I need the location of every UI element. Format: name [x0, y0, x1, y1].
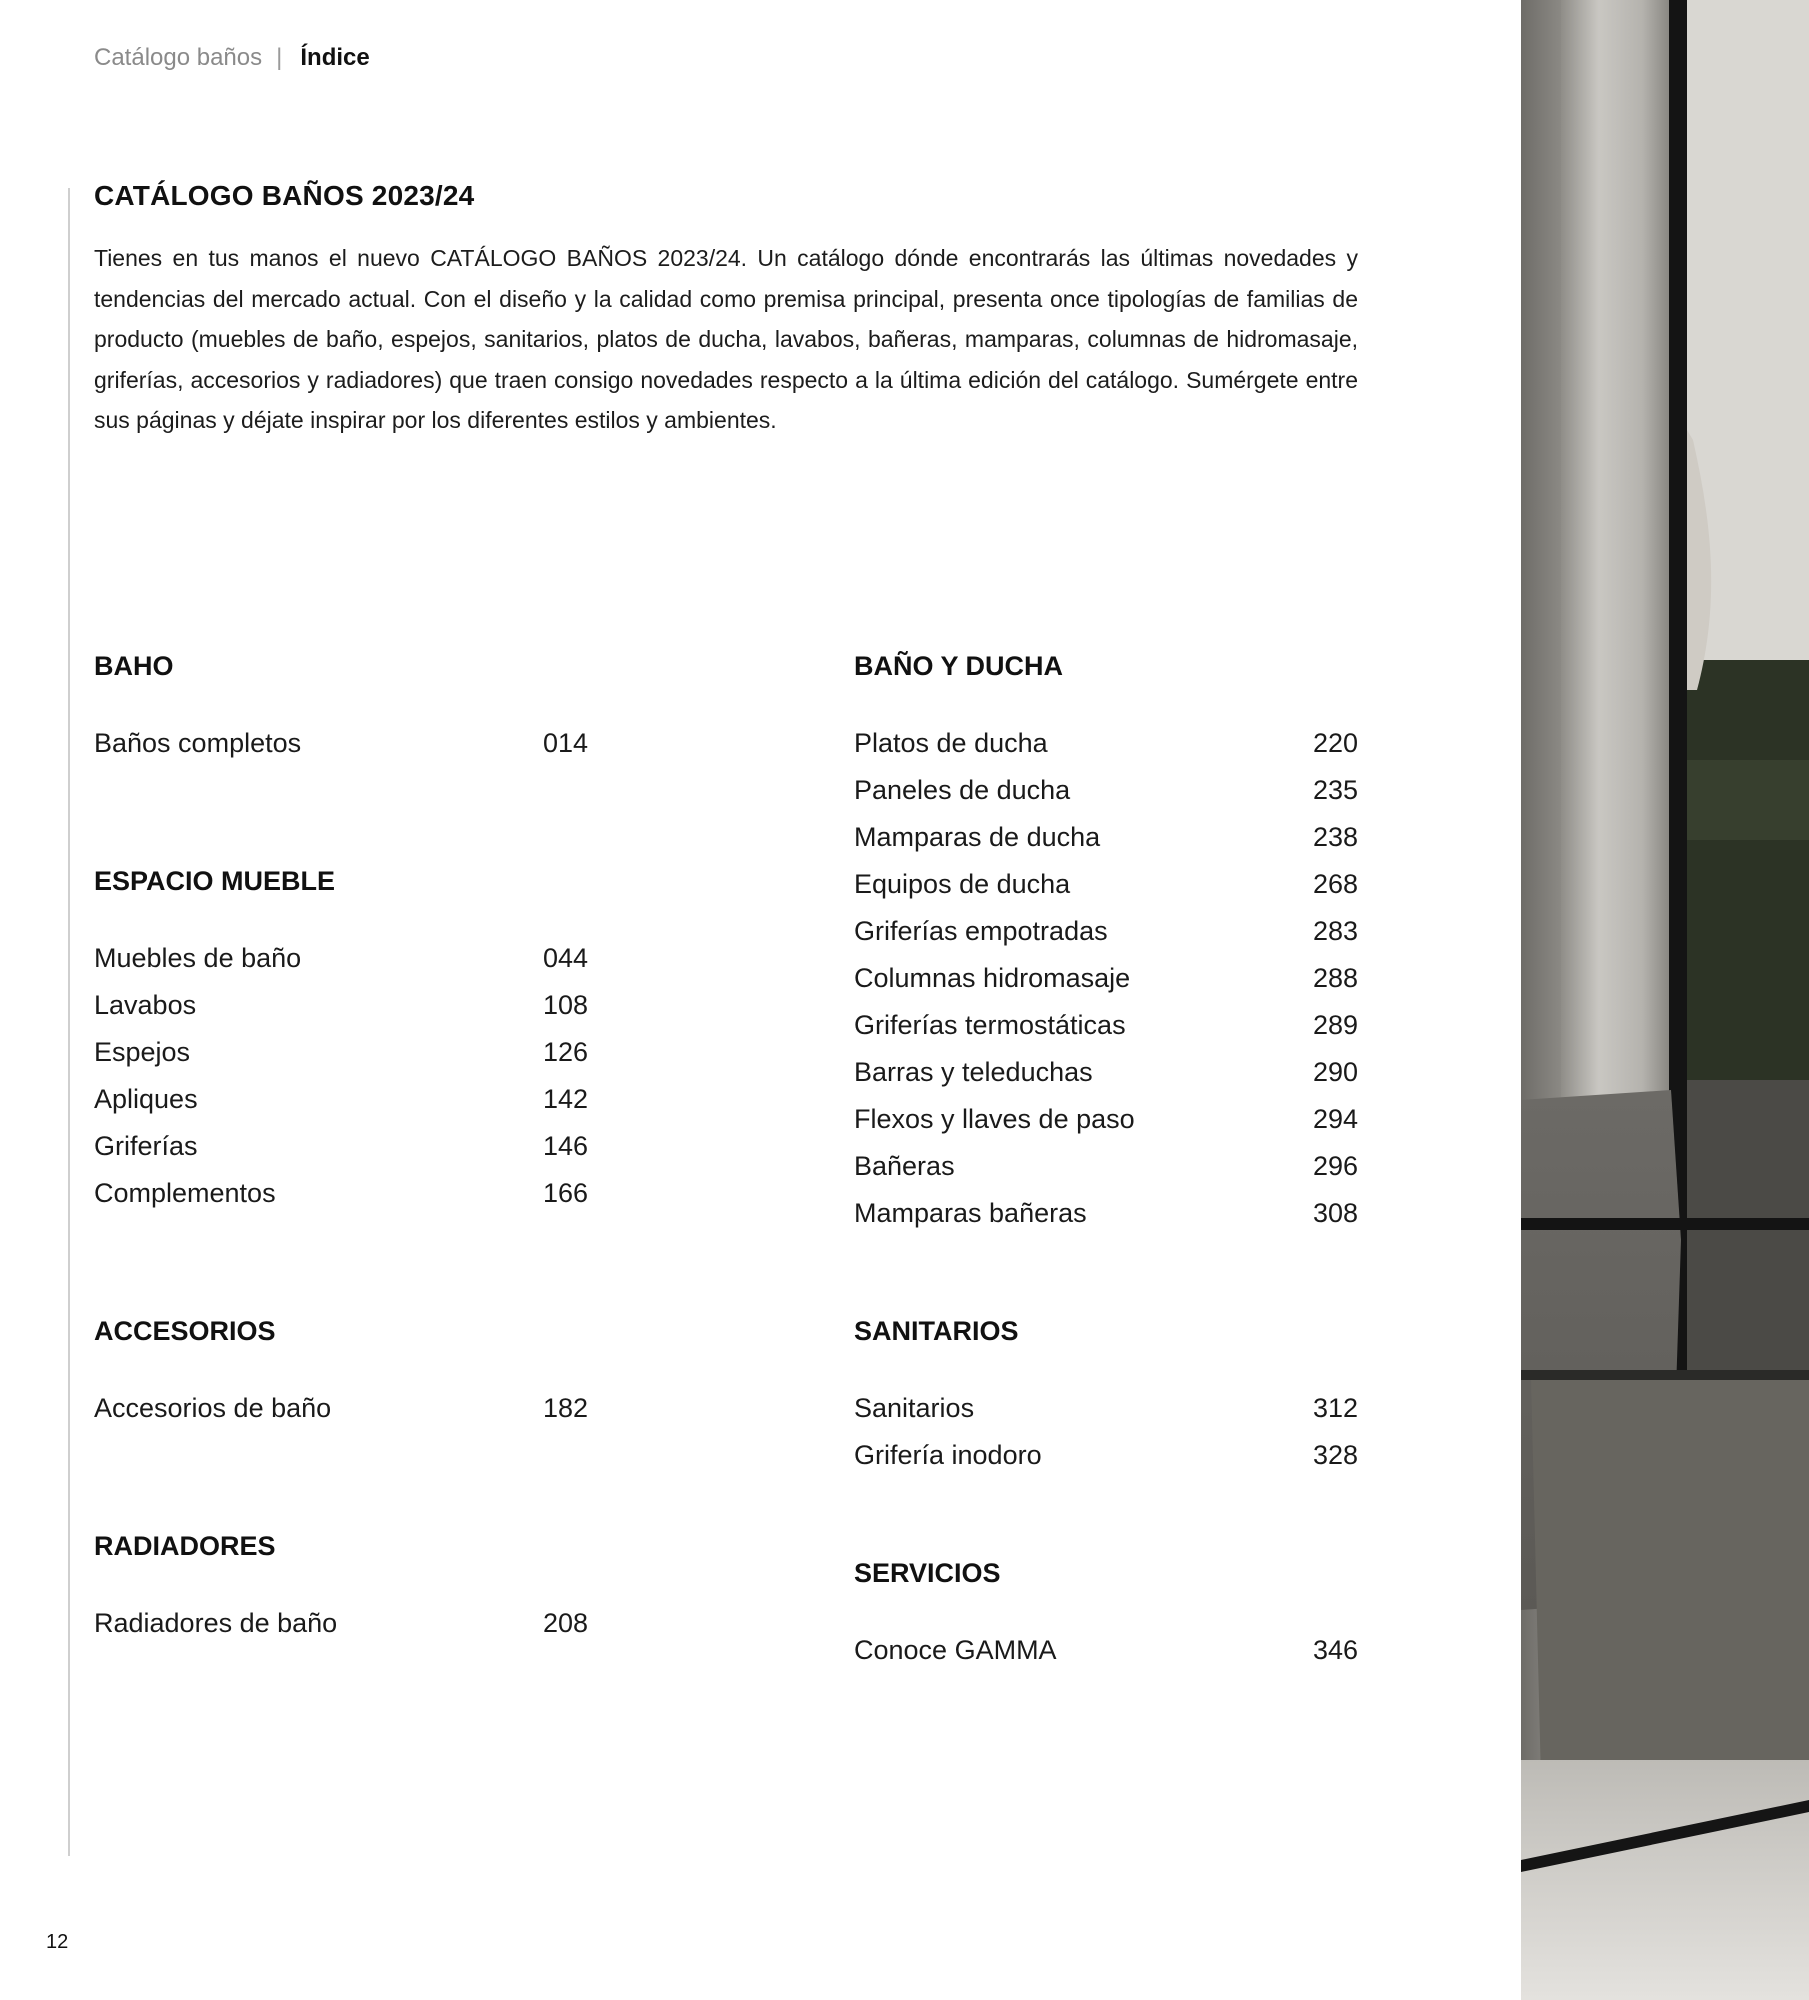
index-entry [854, 720, 1358, 767]
index-entry-page: 014 [542, 728, 588, 758]
index-entry-page: 283 [1312, 916, 1358, 946]
index-entry-label: Columnas hidromasaje [854, 963, 1131, 993]
index-section-radiadores [94, 1526, 588, 1647]
index-entry [94, 1076, 588, 1123]
breadcrumb-current: Índice [300, 44, 370, 71]
section-heading: RADIADORES [94, 1531, 276, 1561]
section-heading: BAÑO Y DUCHA [854, 651, 1064, 681]
index-entry-page: 290 [1312, 1057, 1358, 1087]
page-number: 12 [46, 1931, 69, 1953]
index-entry-label: Platos de ducha [854, 728, 1048, 758]
index-entry-label: Griferías termostáticas [854, 1010, 1126, 1040]
index-entry-label: Radiadores de baño [94, 1608, 338, 1638]
index-entry-page: 166 [542, 1178, 588, 1208]
index-entry [94, 982, 588, 1029]
index-section-espacio-mueble [94, 861, 588, 1217]
index-list [854, 720, 1358, 1237]
index-list [854, 1627, 1358, 1674]
index-entry-label: Conoce GAMMA [854, 1635, 1057, 1665]
index-entry-label: Muebles de baño [94, 943, 302, 973]
index-section-servicios [854, 1553, 1358, 1674]
breadcrumb-separator: | [276, 44, 283, 71]
index-list [854, 1385, 1358, 1479]
index-entry [94, 720, 588, 767]
index-entry [94, 1123, 588, 1170]
index-entry-page: 235 [1312, 775, 1358, 805]
index-entry [854, 1190, 1358, 1237]
index-entry [854, 1002, 1358, 1049]
index-entry-page: 296 [1312, 1151, 1358, 1181]
vertical-divider [68, 188, 70, 1856]
index-entry-page: 328 [1312, 1440, 1358, 1470]
index-list [94, 720, 588, 767]
index-entry [854, 814, 1358, 861]
index-entry-label: Complementos [94, 1178, 276, 1208]
index-entry-label: Mamparas de ducha [854, 822, 1101, 852]
index-entry-page: 288 [1312, 963, 1358, 993]
index-entry [94, 1385, 588, 1432]
index-entry-label: Equipos de ducha [854, 869, 1071, 899]
index-entry-page: 126 [542, 1037, 588, 1067]
index-entry [854, 908, 1358, 955]
index-section-baho [94, 646, 588, 767]
section-heading: ACCESORIOS [94, 1316, 276, 1346]
index-entry-page: 208 [542, 1608, 588, 1638]
index-entry-label: Espejos [94, 1037, 191, 1067]
bathroom-photo-illustration [1521, 0, 1809, 2000]
index-entry-label: Grifería inodoro [854, 1440, 1042, 1470]
index-entry [94, 1600, 588, 1647]
index-entry-page: 220 [1312, 728, 1358, 758]
breadcrumb [94, 44, 370, 72]
index-section-accesorios [94, 1311, 588, 1432]
index-entry-label: Barras y teleduchas [854, 1057, 1093, 1087]
breadcrumb-catalog: Catálogo baños [94, 44, 263, 71]
index-entry-label: Mamparas bañeras [854, 1198, 1087, 1228]
index-section-sanitarios [854, 1311, 1358, 1479]
index-entry [94, 1170, 588, 1217]
index-entry-label: Lavabos [94, 990, 197, 1020]
index-entry-page: 142 [542, 1084, 588, 1114]
index-entry-page: 182 [542, 1393, 588, 1423]
intro-block [94, 180, 1358, 441]
index-entry-page: 308 [1312, 1198, 1358, 1228]
index-entry-label: Flexos y llaves de paso [854, 1104, 1135, 1134]
index-entry-page: 346 [1312, 1635, 1358, 1665]
index-entry [854, 861, 1358, 908]
index-entry-page: 146 [542, 1131, 588, 1161]
section-heading: SANITARIOS [854, 1316, 1019, 1346]
index-list [94, 1385, 588, 1432]
section-heading: SERVICIOS [854, 1558, 1001, 1588]
index-list [94, 1600, 588, 1647]
page-title: CATÁLOGO BAÑOS 2023/24 [94, 180, 475, 211]
index-entry-page: 294 [1312, 1104, 1358, 1134]
index-section-bano-y-ducha [854, 646, 1358, 1237]
index-entry [854, 767, 1358, 814]
index-entry-page: 268 [1312, 869, 1358, 899]
index-entry-page: 108 [542, 990, 588, 1020]
index-entry [854, 1627, 1358, 1674]
index-entry [854, 1143, 1358, 1190]
bathroom-photo [1521, 0, 1809, 2000]
index-entry-page: 044 [542, 943, 588, 973]
index-entry-label: Baños completos [94, 728, 302, 758]
index-entry-page: 289 [1312, 1010, 1358, 1040]
index-entry-page: 312 [1312, 1393, 1358, 1423]
index-entry-label: Bañeras [854, 1151, 955, 1181]
index-entry-label: Paneles de ducha [854, 775, 1071, 805]
index-entry [94, 935, 588, 982]
index-entry [854, 1096, 1358, 1143]
index-entry [854, 955, 1358, 1002]
section-heading: BAHO [94, 651, 174, 681]
index-entry-page: 238 [1312, 822, 1358, 852]
index-entry [94, 1029, 588, 1076]
index-entry-label: Accesorios de baño [94, 1393, 332, 1423]
index-list [94, 935, 588, 1217]
index-entry-label: Apliques [94, 1084, 198, 1114]
index-entry [854, 1432, 1358, 1479]
index-entry [854, 1385, 1358, 1432]
index-entry-label: Griferías [94, 1131, 198, 1161]
index-entry [854, 1049, 1358, 1096]
intro-paragraph: Tienes en tus manos el nuevo CATÁLOGO BAÑOS 2023/24. Un catálogo dónde encontrarás las últimas novedades y tendencias del mercado actual. Con el diseño y la calidad como premisa principal, presenta once tipologías de familias de producto (muebles de baño, espejos, sanitarios, platos de ducha, lavabos, bañeras, mamparas, columnas de hidromasaje, griferías, accesorios y radiadores) que traen consigo novedades respecto a la última edición del catálogo. Sumérgete entre sus páginas y déjate inspirar por los diferentes estilos y ambientes. [94, 245, 1358, 433]
index-entry-label: Sanitarios [854, 1393, 975, 1423]
index-entry-label: Griferías empotradas [854, 916, 1108, 946]
section-heading: ESPACIO MUEBLE [94, 866, 336, 896]
